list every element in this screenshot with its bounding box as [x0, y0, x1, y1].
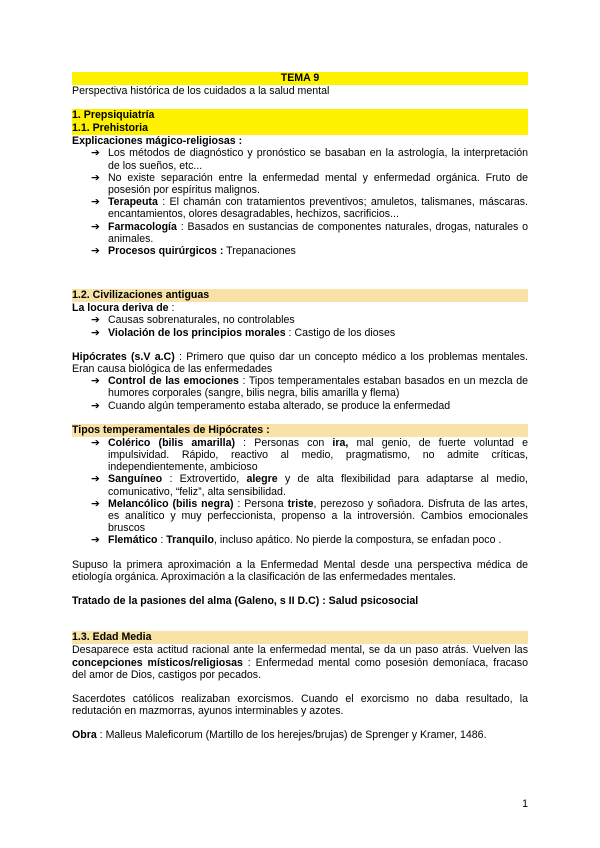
- spacer: [72, 257, 528, 289]
- prehistoria-list: [72, 147, 528, 257]
- spacer: [72, 547, 528, 559]
- locura-line: La locura deriva de :: [72, 302, 175, 315]
- spacer: [72, 412, 528, 424]
- obra-line: Obra : Malleus Maleficorum (Martillo de los herejes/brujas) de Sprenger y Kramer, 1486.: [72, 729, 487, 742]
- arrow-icon: ➔: [91, 534, 100, 547]
- list-item: ➔ Terapeuta : El chamán con tratamientos preventivos; amuletos, talismanes, máscaras. encantamientos, olores desagradables, hechizos, sacrificios...: [91, 196, 528, 221]
- hipocrates-list: [72, 375, 528, 412]
- edad-media-paragraph: Desaparece esta actitud racional ante la enfermedad mental, se da un paso atrás. Vuelven las concepciones místicos/religiosas : Enfermedad mental como posesión demoníaca, fracaso del amor de Dios, castigos por pecados.: [72, 644, 528, 681]
- locura-list: [72, 314, 528, 338]
- arrow-icon: ➔: [91, 245, 100, 258]
- section-1-2-heading: 1.2. Civilizaciones antiguas: [72, 289, 528, 302]
- arrow-icon: ➔: [91, 196, 100, 209]
- arrow-icon: ➔: [91, 399, 100, 412]
- arrow-icon: ➔: [91, 147, 100, 160]
- tema-subtitle: Perspectiva histórica de los cuidados a la salud mental: [72, 85, 330, 97]
- spacer: [72, 97, 528, 109]
- document-page: [72, 72, 528, 742]
- arrow-icon: ➔: [91, 326, 100, 339]
- section-1-1-heading: 1.1. Prehistoria: [72, 122, 528, 135]
- explicaciones-label: Explicaciones mágico-religiosas :: [72, 135, 243, 148]
- spacer: [72, 339, 528, 351]
- tipos-heading: Tipos temperamentales de Hipócrates :: [72, 424, 528, 437]
- arrow-icon: ➔: [91, 497, 100, 510]
- spacer: [72, 583, 528, 595]
- page-number: 1: [522, 798, 528, 810]
- hipocrates-paragraph: Hipócrates (s.V a.C) : Primero que quiso dar un concepto médico a los problemas mentales. Eran causa biológica de las enfermedades: [72, 350, 528, 376]
- list-item: ➔ Sanguíneo : Extrovertido, alegre y de alta flexibilidad para adaptarse al medio, comunicativo, “feliz”, alta sensibilidad.: [91, 473, 528, 498]
- spacer: [72, 607, 528, 631]
- arrow-icon: ➔: [91, 436, 100, 449]
- tipos-list: [72, 437, 528, 547]
- list-item: ➔ Melancólico (bilis negra) : Persona triste, perezoso y soñadora. Disfruta de las artes, es analítico y muy perfeccionista, propenso a la introversión. Cambios emocionales bruscos: [91, 497, 528, 535]
- list-item: ➔ Flemático : Tranquilo, incluso apático. No pierde la compostura, se enfadan poco .: [91, 534, 502, 547]
- section-1-3-heading: 1.3. Edad Media: [72, 631, 528, 644]
- list-item: ➔ Colérico (bilis amarilla) : Personas con ira, mal genio, de fuerte voluntad e impulsividad. Rápido, reactivo al medio, pragmatismo, no admite críticas, independientemente, ambicioso: [91, 436, 528, 474]
- arrow-icon: ➔: [91, 220, 100, 233]
- list-item: ➔ Cuando algún temperamento estaba alterado, se produce la enfermedad: [91, 399, 451, 412]
- sacerdotes-paragraph: Sacerdotes católicos realizaban exorcismos. Cuando el exorcismo no daba resultado, la redutación en mazmorras, ayunos interminables y azotes.: [72, 692, 528, 718]
- arrow-icon: ➔: [91, 171, 100, 184]
- list-item: ➔ No existe separación entre la enfermedad mental y enfermedad orgánica. Fruto de posesión por espíritus malignos.: [91, 171, 528, 197]
- spacer: [72, 717, 528, 729]
- arrow-icon: ➔: [91, 314, 100, 327]
- list-item: ➔ Violación de los principios morales : Castigo de los dioses: [91, 326, 396, 339]
- list-item: ➔ Causas sobrenaturales, no controlables: [91, 314, 295, 327]
- tratado-line: Tratado de la pasiones del alma (Galeno, s II D.C) : Salud psicosocial: [72, 595, 419, 608]
- list-item: ➔ Control de las emociones : Tipos temperamentales estaban basados en un mezcla de humores corporales (sangre, bilis negra, bilis amarilla y flema): [91, 375, 528, 400]
- list-item: ➔ Los métodos de diagnóstico y pronóstico se basaban en la astrología, la interpretación de los sueños, etc...: [91, 147, 528, 172]
- list-item: ➔ Procesos quirúrgicos : Trepanaciones: [91, 245, 296, 258]
- arrow-icon: ➔: [91, 473, 100, 486]
- list-item: ➔ Farmacología : Basados en sustancias de componentes naturales, drogas, naturales o animales.: [91, 220, 528, 245]
- section-1-heading: 1. Prepsiquiatría: [72, 109, 528, 122]
- supuso-paragraph: Supuso la primera aproximación a la Enfermedad Mental desde una perspectiva médica de etiología orgánica. Aproximación a la clasificación de las enfermedades mentales.: [72, 558, 528, 583]
- arrow-icon: ➔: [91, 375, 100, 388]
- tema-title: TEMA 9: [72, 72, 528, 85]
- spacer: [72, 681, 528, 693]
